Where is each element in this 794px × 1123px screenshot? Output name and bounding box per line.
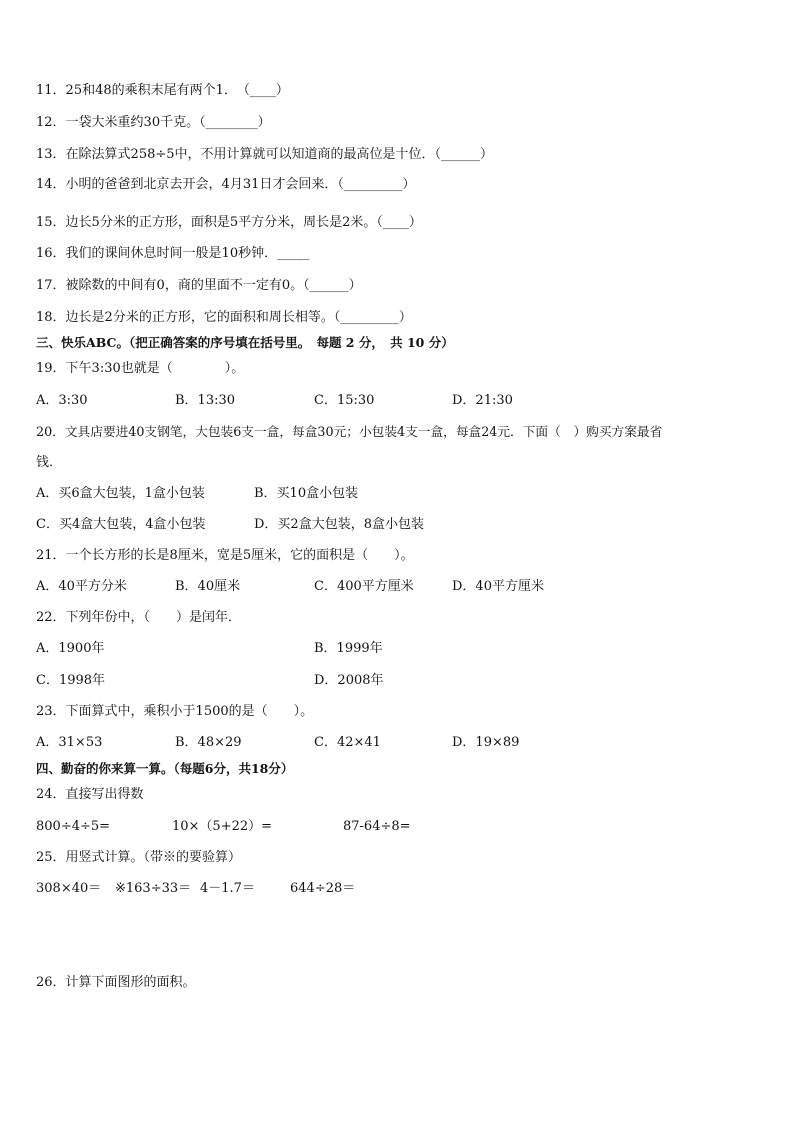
q25-item-4: 644÷28＝ [290, 881, 356, 896]
section-3-header: 三、快乐ABC。（把正确答案的序号填在括号里。 每题 2 分， 共 10 分） [36, 335, 454, 350]
q23-option-d: D．19×89 [452, 735, 520, 750]
q20-option-c: C．买4盒大包装，4盒小包装 [36, 517, 206, 532]
q25-item-2: ※163÷33＝ [115, 881, 192, 896]
q24-item-1: 800÷4÷5= [36, 819, 111, 834]
question-26-stem: 26．计算下面图形的面积。 [36, 975, 196, 990]
question-19-stem: 19．下午3:30也就是（ ）。 [36, 361, 245, 376]
q22-option-b: B．1999年 [314, 641, 383, 656]
q20-option-d: D．买2盒大包装，8盒小包装 [254, 517, 424, 532]
q21-option-c: C．400平方厘米 [314, 579, 414, 594]
q25-item-3: 4－1.7＝ [200, 881, 255, 896]
section-4-header: 四、勤奋的你来算一算。（每题6分，共18分） [36, 761, 294, 776]
q24-item-2: 10×（5+22）= [172, 819, 273, 834]
q21-option-b: B．40厘米 [175, 579, 241, 594]
question-24-stem: 24．直接写出得数 [36, 787, 144, 802]
q25-item-1: 308×40＝ [36, 881, 102, 896]
question-13: 13．在除法算式258÷5中，不用计算就可以知道商的最高位是十位．（______） [36, 147, 494, 162]
question-20-stem-cont: 钱． [36, 455, 63, 470]
q19-option-d: D．21:30 [452, 393, 513, 408]
q23-option-a: A．31×53 [36, 735, 103, 750]
q19-option-a: A．3:30 [36, 393, 88, 408]
q21-option-d: D．40平方厘米 [452, 579, 544, 594]
question-22-stem: 22．下列年份中，（ ）是闰年． [36, 610, 242, 625]
q22-option-a: A．1900年 [36, 641, 105, 656]
question-15: 15．边长5分米的正方形，面积是5平方分米，周长是2米。（____） [36, 215, 422, 230]
q23-option-c: C．42×41 [314, 735, 381, 750]
q22-option-d: D．2008年 [314, 673, 384, 688]
q20-option-b: B．买10盒小包装 [254, 486, 359, 501]
question-17: 17．被除数的中间有0，商的里面不一定有0。（______） [36, 278, 362, 293]
q21-option-a: A．40平方分米 [36, 579, 127, 594]
question-11: 11．25和48的乘积末尾有两个1． （____） [36, 83, 289, 98]
q19-option-c: C．15:30 [314, 393, 375, 408]
q20-option-a: A．买6盒大包装，1盒小包装 [36, 486, 205, 501]
question-21-stem: 21．一个长方形的长是8厘米，宽是5厘米，它的面积是（ ）。 [36, 548, 414, 563]
question-25-stem: 25．用竖式计算。（带※的要验算） [36, 850, 242, 865]
q23-option-b: B．48×29 [175, 735, 242, 750]
q19-option-b: B．13:30 [175, 393, 236, 408]
question-18: 18．边长是2分米的正方形，它的面积和周长相等。（_________） [36, 310, 412, 325]
question-14: 14．小明的爸爸到北京去开会，4月31日才会回来．（_________） [36, 177, 416, 192]
question-20-stem: 20．文具店要进40支钢笔，大包装6支一盒，每盒30元；小包装4支一盒，每盒24元．下面（ ）购买方案最省 [36, 424, 663, 439]
question-16: 16．我们的课间休息时间一般是10秒钟．_____ [36, 246, 310, 261]
question-12: 12．一袋大米重约30千克。（________） [36, 115, 271, 130]
q22-option-c: C．1998年 [36, 673, 106, 688]
q24-item-3: 87-64÷8= [343, 819, 411, 834]
question-23-stem: 23．下面算式中，乘积小于1500的是（ ）。 [36, 704, 314, 719]
